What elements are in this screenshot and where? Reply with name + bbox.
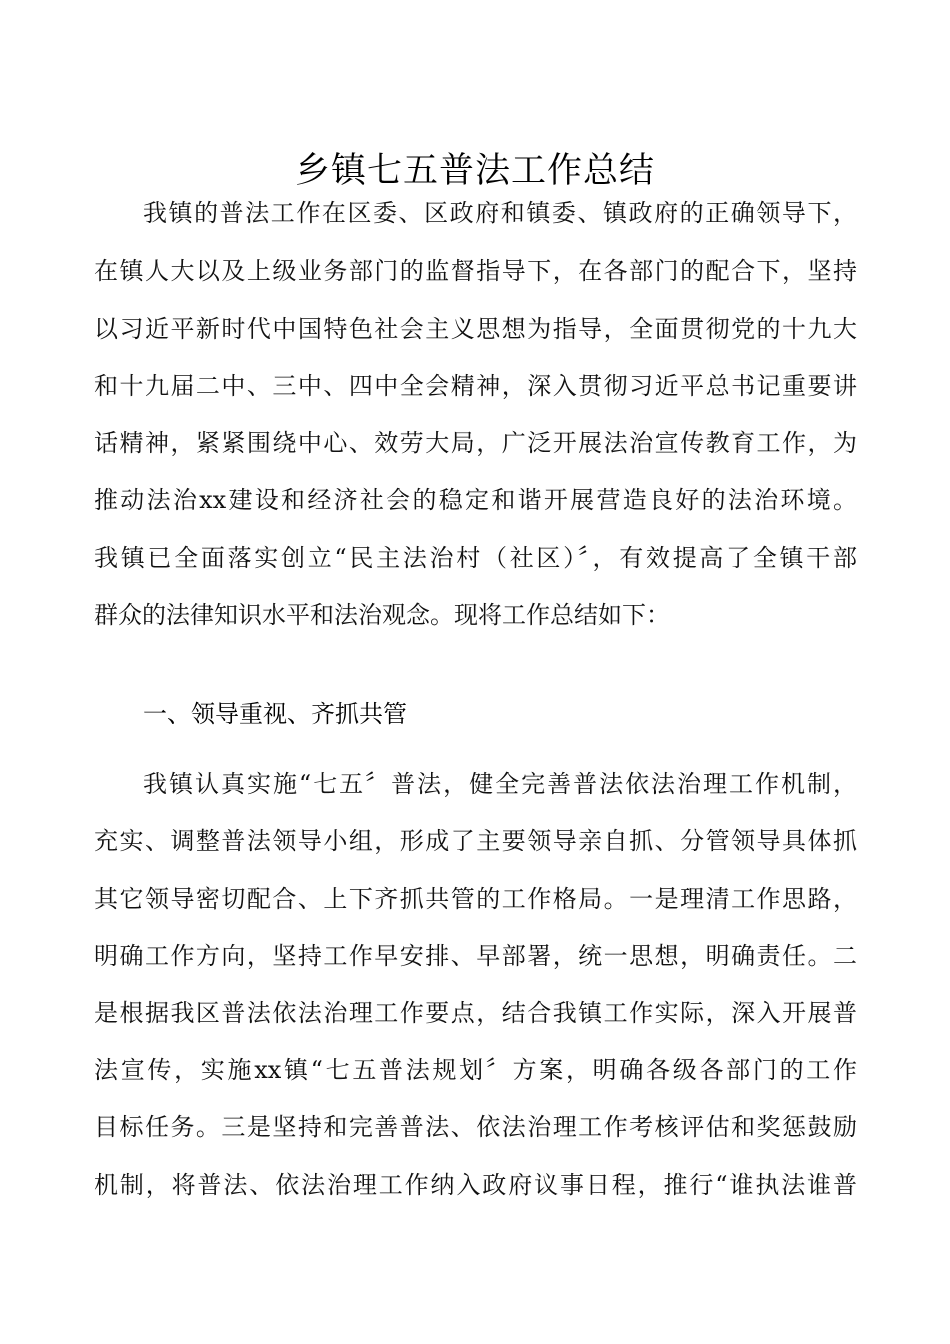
paragraph-2-line-4: 明确工作方向，坚持工作早安排、早部署，统一思想，明确责任。二 [94,942,857,970]
section-1-heading: 一、领导重视、齐抓共管 [143,700,407,728]
document-title: 乡镇七五普法工作总结 [294,151,655,191]
paragraph-1-line-2: 在镇人大以及上级业务部门的监督指导下，在各部门的配合下，坚持 [94,257,857,285]
paragraph-1-line-8: 群众的法律知识水平和法治观念。现将工作总结如下： [94,601,670,629]
paragraph-2-line-8: 机制，将普法、依法治理工作纳入政府议事日程，推行“谁执法谁普 [94,1171,857,1199]
paragraph-1-line-3: 以习近平新时代中国特色社会主义思想为指导，全面贯彻党的十九大 [94,315,857,343]
paragraph-1-line-1: 我镇的普法工作在区委、区政府和镇委、镇政府的正确领导下， [143,199,857,227]
paragraph-1-line-5: 话精神，紧紧围绕中心、效劳大局，广泛开展法治宣传教育工作，为 [94,429,857,457]
paragraph-1-line-4: 和十九届二中、三中、四中全会精神，深入贯彻习近平总书记重要讲 [94,372,857,400]
paragraph-2-line-6: 法宣传，实施xx镇“七五普法规划〞方案，明确各级各部门的工作 [94,1056,857,1084]
paragraph-2-line-3: 其它领导密切配合、上下齐抓共管的工作格局。一是理清工作思路， [94,885,857,913]
paragraph-2-line-5: 是根据我区普法依法治理工作要点，结合我镇工作实际，深入开展普 [94,999,857,1027]
paragraph-1-line-6: 推动法治xx建设和经济社会的稳定和谐开展营造良好的法治环境。 [94,486,857,514]
paragraph-2-line-1: 我镇认真实施“七五〞普法，健全完善普法依法治理工作机制， [143,770,857,798]
paragraph-2-line-2: 充实、调整普法领导小组，形成了主要领导亲自抓、分管领导具体抓 [94,827,857,855]
paragraph-1-line-7: 我镇已全面落实创立“民主法治村（社区）〞，有效提高了全镇干部 [94,544,857,572]
paragraph-2-line-7: 目标任务。三是坚持和完善普法、依法治理工作考核评估和奖惩鼓励 [94,1113,857,1141]
